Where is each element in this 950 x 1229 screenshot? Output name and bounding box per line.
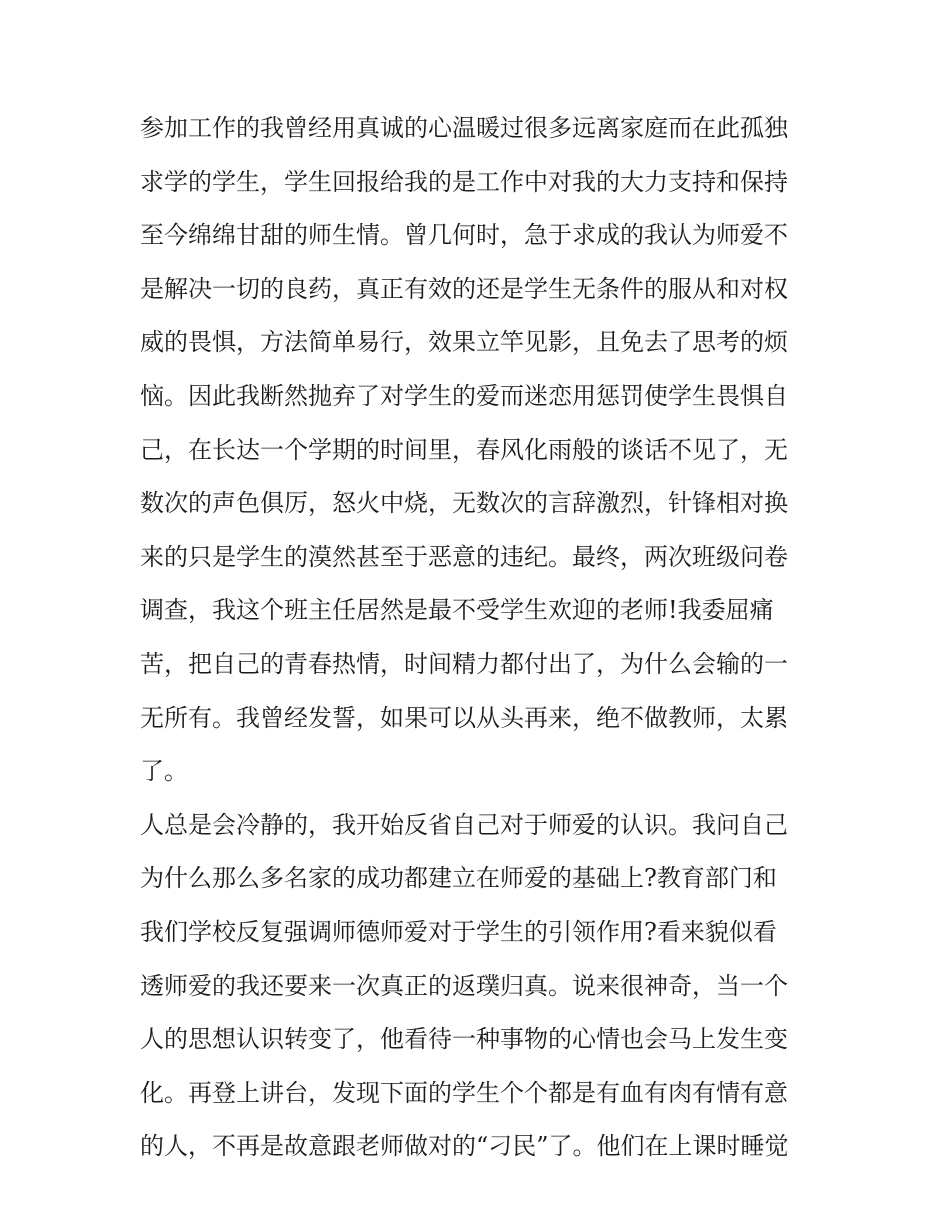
text-line: 为什么那么多名家的成功都建立在师爱的基础上?教育部门和 [140,864,777,893]
text-line: 来的只是学生的漠然甚至于恶意的违纪。最终，两次班级问卷 [140,542,788,571]
paragraph-1 [140,102,816,799]
text-line: 威的畏惧，方法简单易行，效果立竿见影，且免去了思考的烦 [140,328,788,357]
text-line: 苦，把自己的青春热情，时间精力都付出了，为什么会输的一 [140,649,788,678]
text-line: 参加工作的我曾经用真诚的心温暖过很多远离家庭而在此孤独 [140,114,788,142]
document-body [140,102,816,1174]
paragraph-2 [140,799,816,1174]
text-line: 至今绵绵甘甜的师生情。曾几何时，急于求成的我认为师爱不 [140,221,788,250]
text-line: 透师爱的我还要来一次真正的返璞归真。说来很神奇，当一个 [140,971,788,1000]
text-line: 是解决一切的良药，真正有效的还是学生无条件的服从和对权 [140,274,788,303]
text-line: 人的思想认识转变了，他看待一种事物的心情也会马上发生变 [140,1025,788,1054]
text-line: 了。 [140,757,188,786]
text-line: 我们学校反复强调师德师爱对于学生的引领作用?看来貌似看 [140,917,777,946]
text-line: 人总是会冷静的，我开始反省自己对于师爱的认识。我问自己 [140,810,788,839]
text-line: 无所有。我曾经发誓，如果可以从头再来，绝不做教师，太累 [140,703,788,732]
text-line: 的人，不再是故意跟老师做对的“刁民”了。他们在上课时睡觉 [140,1132,789,1161]
text-line: 数次的声色俱厉，怒火中烧，无数次的言辞激烈，针锋相对换 [140,489,788,518]
text-line: 恼。因此我断然抛弃了对学生的爱而迷恋用惩罚使学生畏惧自 [140,381,788,410]
text-line: 化。再登上讲台，发现下面的学生个个都是有血有肉有情有意 [140,1078,788,1107]
text-line: 己，在长达一个学期的时间里，春风化雨般的谈话不见了，无 [140,435,788,464]
text-line: 调查，我这个班主任居然是最不受学生欢迎的老师!我委屈痛 [140,596,774,625]
text-line: 求学的学生，学生回报给我的是工作中对我的大力支持和保持 [140,167,788,196]
